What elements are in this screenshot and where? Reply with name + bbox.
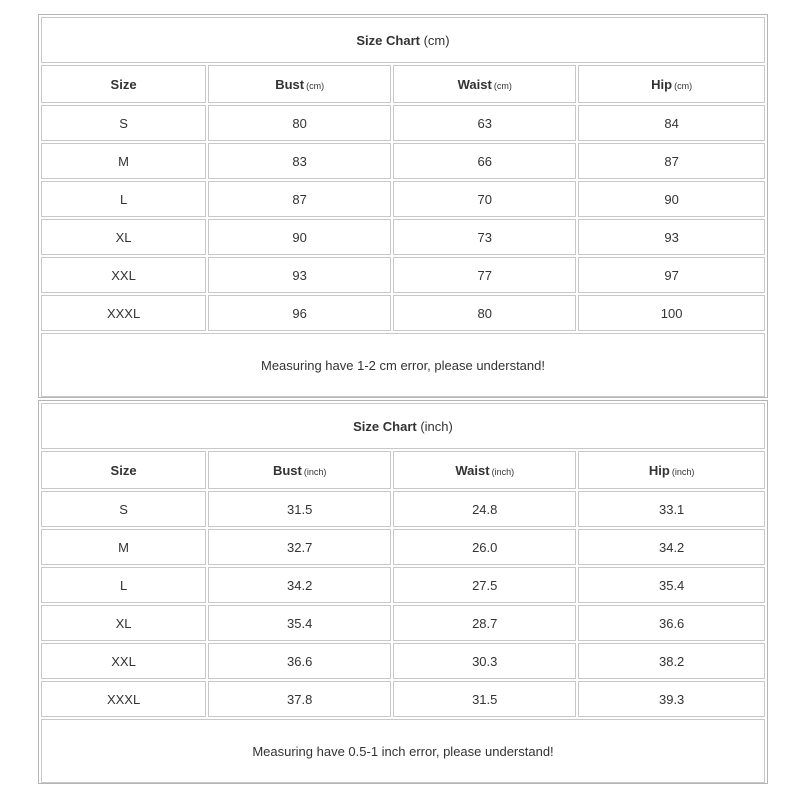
cell-waist: 28.7 xyxy=(393,605,576,641)
header-waist: Waist (inch) xyxy=(393,451,576,489)
size-chart-cm xyxy=(38,14,768,398)
cell-waist: 63 xyxy=(393,105,576,141)
chart-title: Size Chart (cm) xyxy=(41,17,765,63)
cell-size: M xyxy=(41,143,206,179)
table-row xyxy=(41,219,765,255)
cell-bust: 31.5 xyxy=(208,491,391,527)
cell-bust: 93 xyxy=(208,257,391,293)
cell-hip: 93 xyxy=(578,219,765,255)
header-size: Size xyxy=(41,65,206,103)
header-row xyxy=(41,451,765,489)
header-bust: Bust (cm) xyxy=(208,65,391,103)
cell-waist: 26.0 xyxy=(393,529,576,565)
cell-bust: 83 xyxy=(208,143,391,179)
table-row xyxy=(41,143,765,179)
cell-size: XL xyxy=(41,219,206,255)
cell-size: XXXL xyxy=(41,681,206,717)
cell-size: XXL xyxy=(41,643,206,679)
header-hip: Hip (inch) xyxy=(578,451,765,489)
cell-waist: 24.8 xyxy=(393,491,576,527)
table-row xyxy=(41,295,765,331)
table-row xyxy=(41,491,765,527)
cell-bust: 87 xyxy=(208,181,391,217)
table-row xyxy=(41,643,765,679)
cell-size: S xyxy=(41,491,206,527)
cell-bust: 32.7 xyxy=(208,529,391,565)
cell-size: L xyxy=(41,567,206,603)
size-chart-inch xyxy=(38,400,768,784)
cell-hip: 97 xyxy=(578,257,765,293)
header-size: Size xyxy=(41,451,206,489)
cell-bust: 35.4 xyxy=(208,605,391,641)
cell-hip: 84 xyxy=(578,105,765,141)
table-row xyxy=(41,181,765,217)
cell-hip: 90 xyxy=(578,181,765,217)
cell-size: XXL xyxy=(41,257,206,293)
header-waist: Waist (cm) xyxy=(393,65,576,103)
cell-hip: 39.3 xyxy=(578,681,765,717)
table-row xyxy=(41,257,765,293)
cell-waist: 66 xyxy=(393,143,576,179)
cell-hip: 36.6 xyxy=(578,605,765,641)
table-row xyxy=(41,105,765,141)
header-row xyxy=(41,65,765,103)
table-row xyxy=(41,567,765,603)
cell-size: L xyxy=(41,181,206,217)
cell-waist: 80 xyxy=(393,295,576,331)
cell-waist: 30.3 xyxy=(393,643,576,679)
cell-bust: 34.2 xyxy=(208,567,391,603)
table-row xyxy=(41,681,765,717)
size-table-cm xyxy=(39,15,767,399)
header-bust: Bust (inch) xyxy=(208,451,391,489)
cell-bust: 36.6 xyxy=(208,643,391,679)
cell-waist: 73 xyxy=(393,219,576,255)
cell-waist: 27.5 xyxy=(393,567,576,603)
size-table-inch xyxy=(39,401,767,785)
cell-waist: 31.5 xyxy=(393,681,576,717)
cell-hip: 38.2 xyxy=(578,643,765,679)
cell-bust: 37.8 xyxy=(208,681,391,717)
cell-hip: 35.4 xyxy=(578,567,765,603)
table-row xyxy=(41,605,765,641)
cell-waist: 77 xyxy=(393,257,576,293)
cell-hip: 87 xyxy=(578,143,765,179)
cell-waist: 70 xyxy=(393,181,576,217)
cell-hip: 33.1 xyxy=(578,491,765,527)
chart-title: Size Chart (inch) xyxy=(41,403,765,449)
cell-bust: 90 xyxy=(208,219,391,255)
cell-hip: 100 xyxy=(578,295,765,331)
cell-size: XL xyxy=(41,605,206,641)
error-note: Measuring have 1-2 cm error, please understand! xyxy=(41,333,765,397)
cell-size: XXXL xyxy=(41,295,206,331)
cell-hip: 34.2 xyxy=(578,529,765,565)
header-hip: Hip (cm) xyxy=(578,65,765,103)
cell-size: S xyxy=(41,105,206,141)
error-note: Measuring have 0.5-1 inch error, please understand! xyxy=(41,719,765,783)
cell-bust: 80 xyxy=(208,105,391,141)
cell-bust: 96 xyxy=(208,295,391,331)
cell-size: M xyxy=(41,529,206,565)
table-row xyxy=(41,529,765,565)
